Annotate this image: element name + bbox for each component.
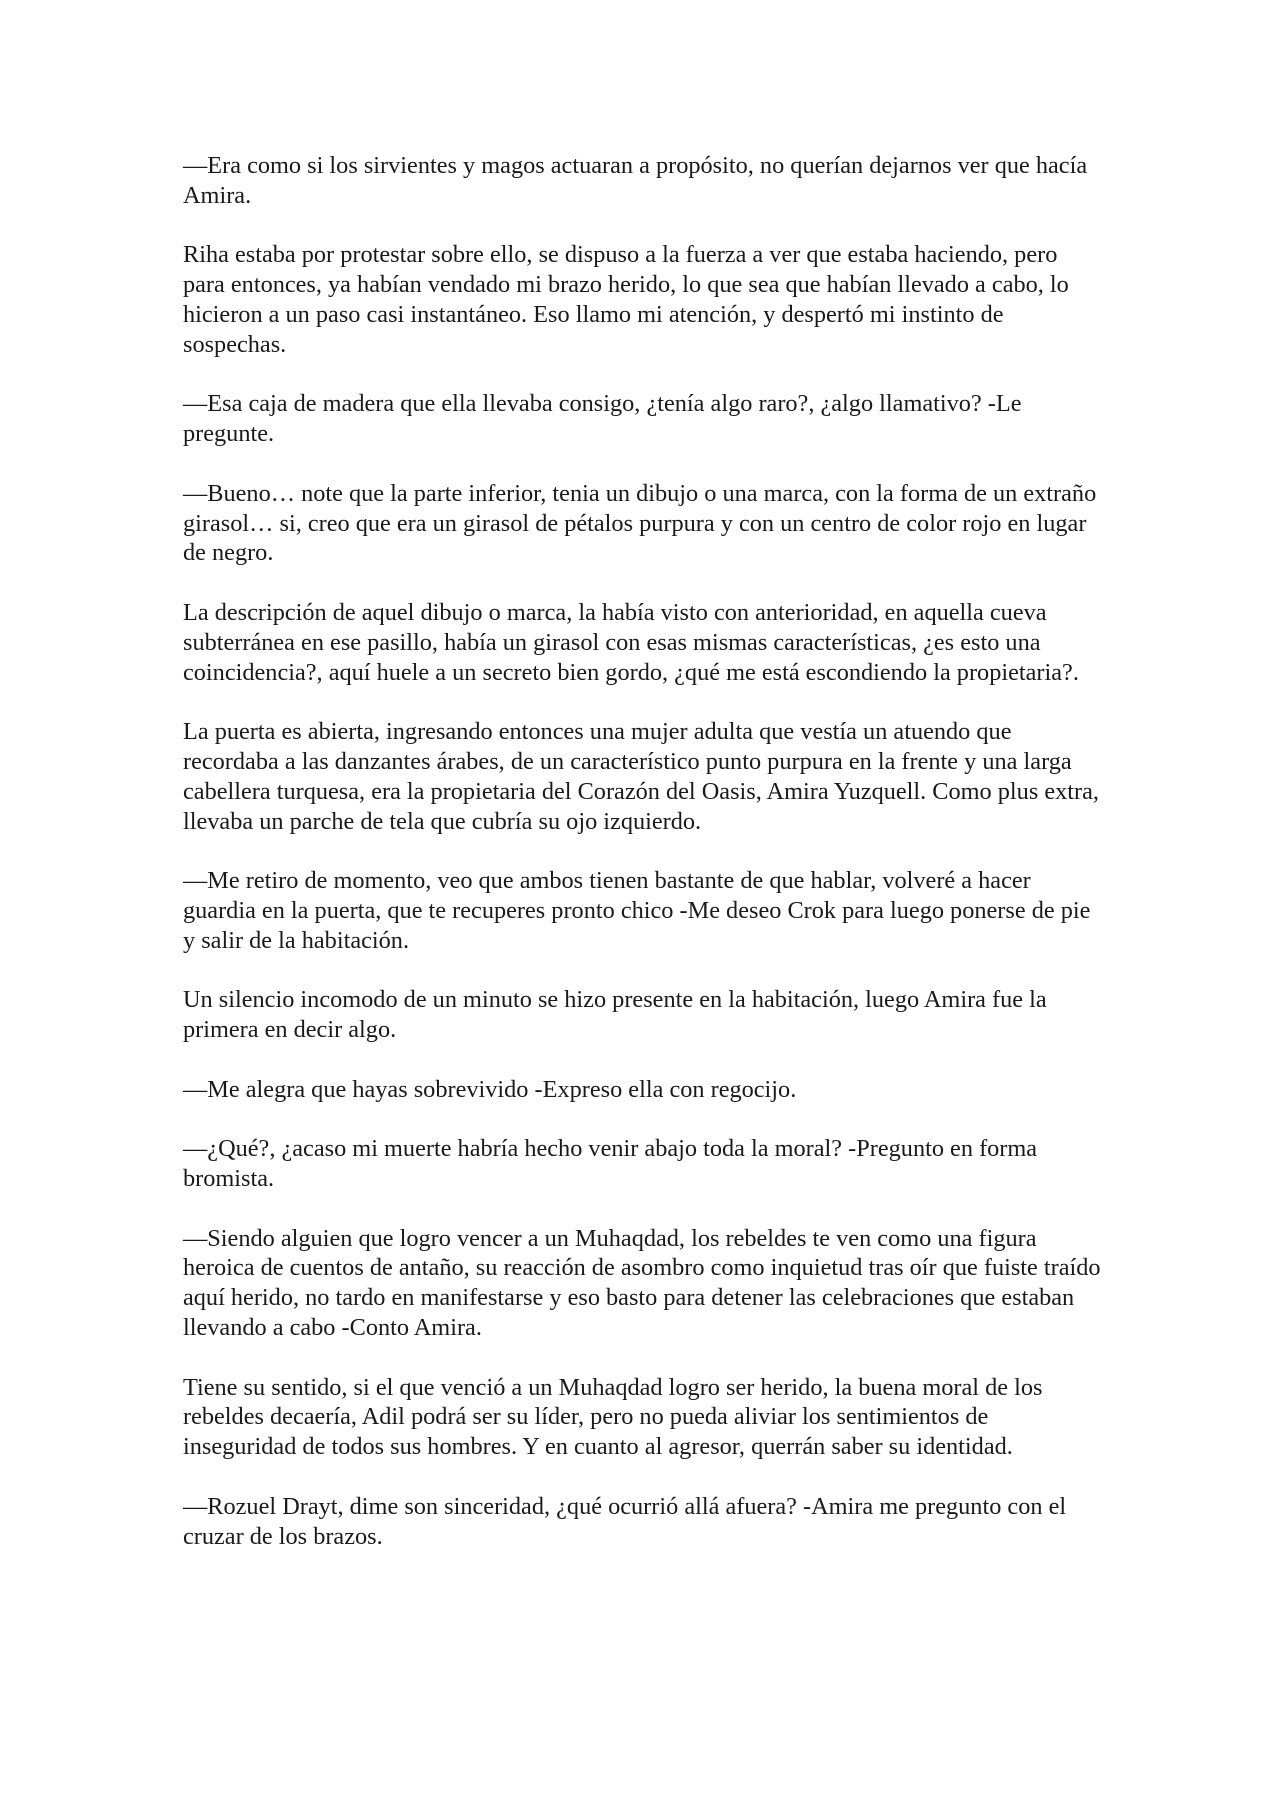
paragraph: Un silencio incomodo de un minuto se hizo presente en la habitación, luego Amira fue la primera en decir algo.: [183, 986, 1047, 1044]
paragraph: Riha estaba por protestar sobre ello, se dispuso a la fuerza a ver que estaba haciendo, pero para entonces, ya habían vendado mi brazo herido, lo que sea que habían llevado a cabo, lo hicieron a un paso casi instantáneo. Eso llamo mi atención, y despertó mi instinto de sospechas.: [183, 241, 1069, 358]
paragraph: Tiene su sentido, si el que venció a un Muhaqdad logro ser herido, la buena moral de los rebeldes decaería, Adil podrá ser su líder, pero no pueda aliviar los sentimientos de inseguridad de todos sus hombres. Y en cuanto al agresor, querrán saber su identidad.: [183, 1373, 1043, 1461]
paragraph: —Me retiro de momento, veo que ambos tienen bastante de que hablar, volveré a hacer guardia en la puerta, que te recuperes pronto chico -Me deseo Crok para luego ponerse de pie y salir de la habitación.: [183, 867, 1091, 954]
paragraph: —Esa caja de madera que ella llevaba consigo, ¿tenía algo raro?, ¿algo llamativo? -Le pregunte.: [183, 390, 1022, 448]
document-body: [183, 151, 1103, 1551]
paragraph: La descripción de aquel dibujo o marca, la había visto con anterioridad, en aquella cueva subterránea en ese pasillo, había un girasol con esas mismas características, ¿es esto una coincidencia?, aquí huele a un secreto bien gordo, ¿qué me está escondiendo la propietaria?.: [183, 598, 1079, 686]
paragraph: —Era como si los sirvientes y magos actuaran a propósito, no querían dejarnos ver que hacía Amira.: [183, 152, 1088, 209]
paragraph: —Me alegra que hayas sobrevivido -Expreso ella con regocijo.: [183, 1075, 797, 1103]
paragraph: —Rozuel Drayt, dime son sinceridad, ¿qué ocurrió allá afuera? -Amira me pregunto con el cruzar de los brazos.: [183, 1492, 1067, 1550]
paragraph: —Bueno… note que la parte inferior, tenia un dibujo o una marca, con la forma de un extraño girasol… si, creo que era un girasol de pétalos purpura y con un centro de color rojo en lugar de negro.: [183, 479, 1097, 567]
paragraph: La puerta es abierta, ingresando entonces una mujer adulta que vestía un atuendo que recordaba a las danzantes árabes, de un característico punto purpura en la frente y una larga cabellera turquesa, era la propietaria del Corazón del Oasis, Amira Yuzquell. Como plus extra, llevaba un parche de tela que cubría su ojo izquierdo.: [183, 718, 1099, 835]
paragraph: —Siendo alguien que logro vencer a un Muhaqdad, los rebeldes te ven como una figura heroica de cuentos de antaño, su reacción de asombro como inquietud tras oír que fuiste traído aquí herido, no tardo en manifestarse y eso basto para detener las celebraciones que estaban llevando a cabo -Conto Amira.: [183, 1224, 1101, 1342]
paragraph: —¿Qué?, ¿acaso mi muerte habría hecho venir abajo toda la moral? -Pregunto en forma bromista.: [183, 1135, 1038, 1193]
